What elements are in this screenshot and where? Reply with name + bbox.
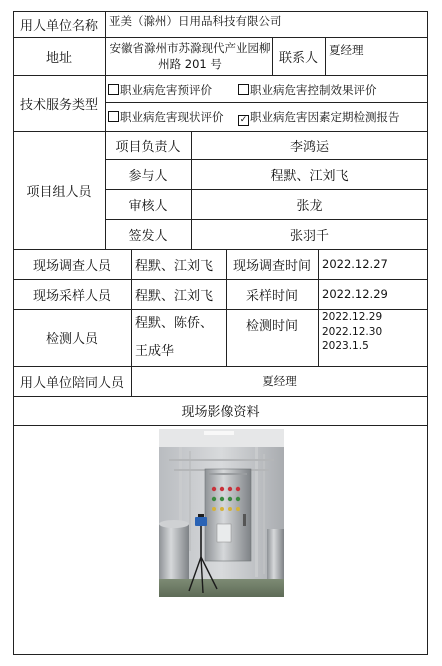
testing-staff-label: 检测人员: [45, 332, 98, 347]
service-option-status-evaluation[interactable]: 职业病危害现状评价: [108, 109, 224, 125]
survey-staff-value: 程默、江刘飞: [135, 258, 214, 274]
checkbox-icon[interactable]: [108, 111, 119, 122]
address-label: 地址: [45, 50, 72, 66]
survey-time-value: 2022.12.27: [322, 257, 388, 271]
address-line-2: 州路 201 号: [158, 57, 222, 71]
address-line-1: 安徽省滁州市苏滁现代产业园柳: [109, 41, 271, 55]
checkbox-checked-icon[interactable]: ✓: [239, 115, 248, 125]
testing-date: 2022.12.30: [322, 325, 383, 338]
employer-label: 用人单位名称: [19, 18, 98, 34]
testing-staff-line-2: 王成华: [135, 343, 175, 359]
testing-date: 2023.1.5: [322, 340, 369, 352]
team-member: 张龙: [296, 198, 323, 214]
service-option-control-evaluation[interactable]: 职业病危害控制效果评价: [238, 82, 377, 98]
service-option-pre-evaluation[interactable]: 职业病危害预评价: [108, 82, 212, 98]
sampling-time-value: 2022.12.29: [322, 287, 388, 301]
testing-staff-line-1: 程默、陈侨、: [135, 315, 214, 331]
team-member: 张羽千: [289, 228, 329, 244]
team-role: 项目负责人: [115, 139, 181, 155]
team-role: 签发人: [128, 228, 168, 244]
contact-value: 夏经理: [329, 43, 364, 57]
sampling-time-label: 采样时间: [245, 288, 298, 304]
survey-staff-label: 现场调查人员: [32, 258, 111, 274]
testing-time-label: 检测时间: [245, 318, 298, 334]
service-type-label: 技术服务类型: [19, 97, 98, 113]
row-divider: [105, 102, 428, 103]
team-label: 项目组人员: [26, 184, 92, 200]
accompany-label: 用人单位陪同人员: [19, 375, 124, 391]
service-option-periodic-testing[interactable]: ✓ 职业病危害因素定期检测报告: [239, 110, 400, 125]
checkbox-icon[interactable]: [108, 84, 119, 95]
team-role: 审核人: [128, 198, 168, 214]
employer-value: 亚美（滁州）日用品科技有限公司: [109, 14, 282, 28]
row-divider: [13, 425, 428, 426]
survey-time-label: 现场调查时间: [232, 258, 311, 274]
testing-dates: [318, 309, 428, 357]
testing-date: 2022.12.29: [322, 311, 383, 323]
checkbox-icon[interactable]: [238, 84, 249, 95]
address-value: [105, 37, 272, 75]
sampling-staff-value: 程默、江刘飞: [135, 288, 214, 304]
team-member: 李鸿运: [289, 139, 329, 155]
accompany-value: 夏经理: [262, 374, 297, 388]
testing-staff-value: [131, 309, 226, 366]
contact-label: 联系人: [278, 50, 318, 66]
site-photo: [159, 429, 284, 597]
sampling-staff-label: 现场采样人员: [32, 288, 111, 304]
team-member: 程默、江刘飞: [270, 168, 349, 184]
photo-section-title: 现场影像资料: [181, 405, 260, 420]
team-role: 参与人: [128, 168, 168, 184]
